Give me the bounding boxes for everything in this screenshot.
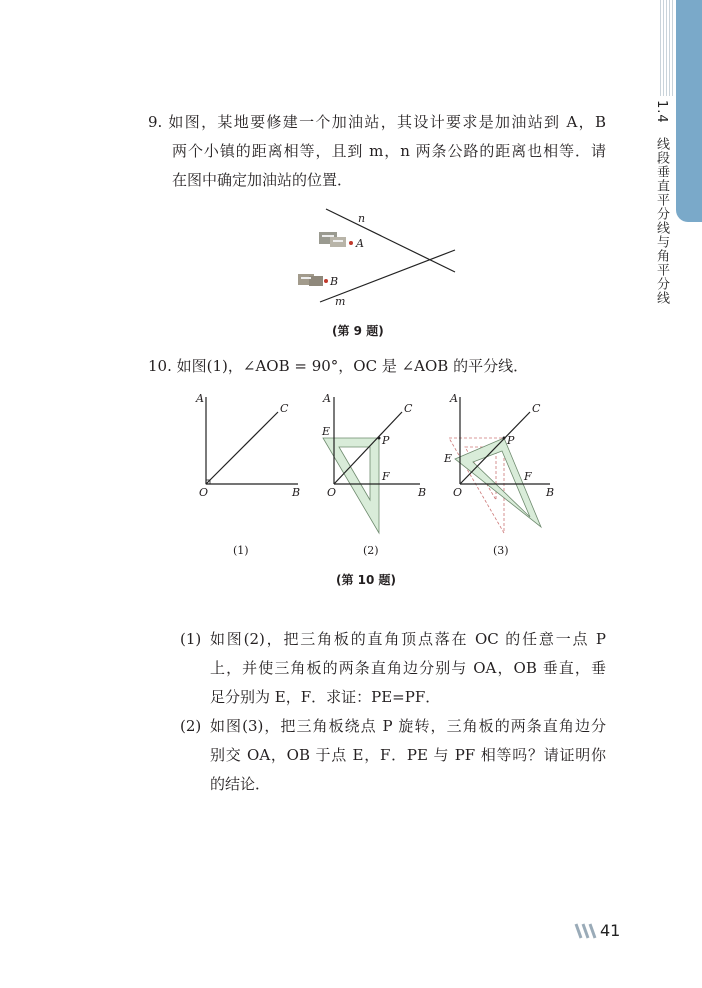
- figure-10-caption: (第 10 题): [336, 573, 397, 587]
- label-p: P: [507, 434, 515, 447]
- label-c: C: [532, 402, 541, 415]
- section-title: 线段垂直平分线与角平分线: [654, 136, 669, 305]
- problem9-line: 在图中确定加油站的位置．: [172, 171, 353, 189]
- label-c: C: [404, 402, 413, 415]
- label-a: A: [196, 392, 204, 405]
- page-stripes-icon: [574, 922, 600, 940]
- subfigure-caption-1: (1): [233, 544, 249, 557]
- figure-10-2: [323, 397, 420, 533]
- problem9-line: 9. 如图，某地要修建一个加油站，其设计要求是加油站到 A，B: [148, 113, 606, 131]
- part-number: (2): [180, 717, 202, 735]
- label-b: B: [546, 486, 555, 499]
- section-number: 1.4: [654, 100, 669, 124]
- town-b-icon: [298, 274, 323, 286]
- label-b: B: [330, 275, 339, 288]
- label-a: A: [323, 392, 331, 405]
- part-line: 如图(3)，把三角板绕点 P 旋转，三角板的两条直角边分: [210, 717, 606, 735]
- figure-10-3: [449, 397, 550, 533]
- part-number: (1): [180, 630, 202, 648]
- label-a: A: [356, 237, 364, 250]
- label-b: B: [292, 486, 301, 499]
- town-a-icon: [319, 232, 346, 247]
- label-e: E: [322, 425, 331, 438]
- label-e: E: [444, 452, 453, 465]
- label-c: C: [280, 402, 289, 415]
- figure-9-caption: (第 9 题): [332, 324, 384, 338]
- subfigure-caption-2: (2): [363, 544, 379, 557]
- part-line: 如图(2)，把三角板的直角顶点落在 OC 的任意一点 P: [210, 630, 606, 648]
- problem9-line: 两个小镇的距离相等，且到 m，n 两条公路的距离也相等．请: [172, 142, 606, 160]
- subfigure-caption-3: (3): [493, 544, 509, 557]
- label-o: O: [199, 486, 209, 499]
- figure-9: [298, 209, 455, 308]
- label-f: F: [524, 470, 532, 483]
- label-f: F: [382, 470, 390, 483]
- part-line: 别交 OA，OB 于点 E，F．PE 与 PF 相等吗？请证明你: [210, 746, 606, 764]
- label-m: m: [335, 295, 346, 308]
- page-number: 41: [600, 921, 621, 940]
- label-p: P: [382, 434, 390, 447]
- label-o: O: [453, 486, 463, 499]
- part-line: 足分别为 E，F．求证：PE=PF．: [210, 688, 441, 706]
- label-b: B: [418, 486, 427, 499]
- problem10-intro: 10. 如图(1)，∠AOB = 90°，OC 是 ∠AOB 的平分线．: [148, 357, 529, 375]
- label-n: n: [358, 212, 366, 225]
- label-a: A: [450, 392, 458, 405]
- label-o: O: [327, 486, 337, 499]
- part-line: 的结论．: [210, 775, 271, 793]
- part-line: 上，并使三角板的两条直角边分别与 OA，OB 垂直，垂: [210, 659, 606, 677]
